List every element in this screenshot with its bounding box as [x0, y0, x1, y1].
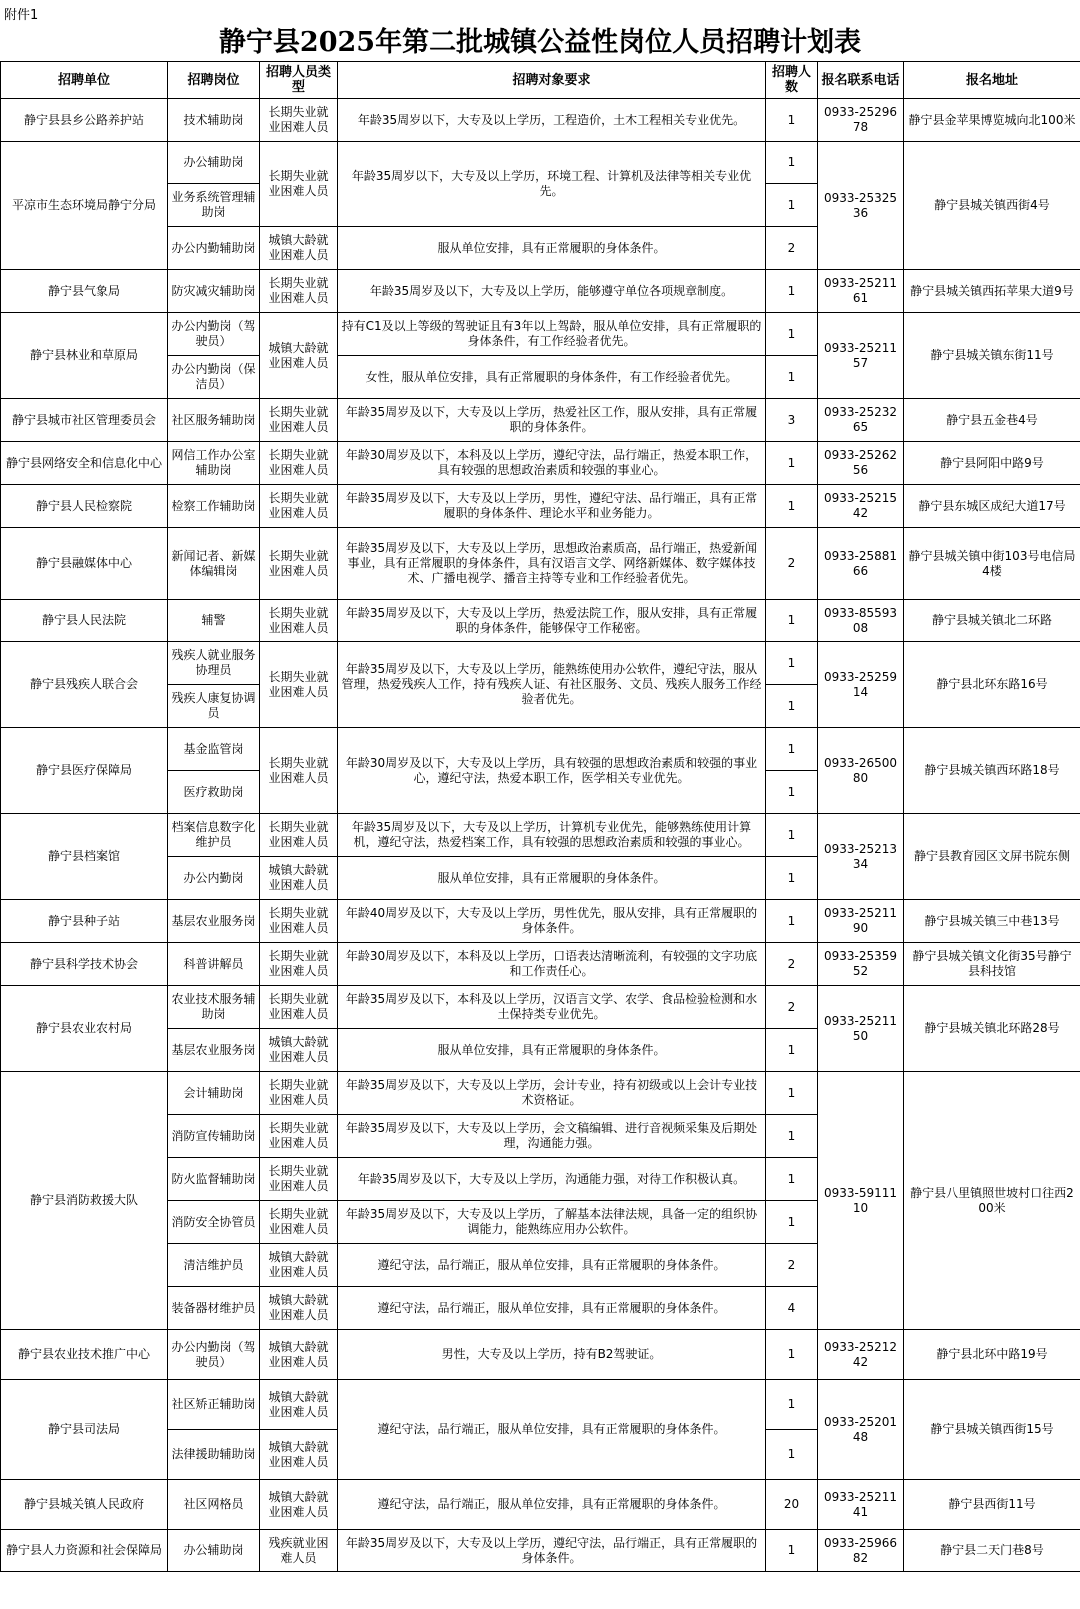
address-cell: 静宁县西街11号 — [904, 1480, 1080, 1530]
position-cell: 办公内勤岗（驾驶员） — [168, 313, 260, 356]
address-cell: 静宁县阿阳中路9号 — [904, 442, 1080, 485]
count-cell: 1 — [766, 771, 818, 814]
address-cell: 静宁县城关镇西街4号 — [904, 142, 1080, 270]
header-phone: 报名联系电话 — [818, 62, 904, 99]
unit-cell: 静宁县农业农村局 — [1, 986, 168, 1072]
count-cell: 1 — [766, 1530, 818, 1572]
table-row — [1, 642, 1080, 685]
count-cell: 1 — [766, 1380, 818, 1430]
position-cell: 辅警 — [168, 600, 260, 642]
address-cell: 静宁县二天门巷8号 — [904, 1530, 1080, 1572]
count-cell: 1 — [766, 685, 818, 728]
table-row — [1, 728, 1080, 771]
position-cell: 办公辅助岗 — [168, 1530, 260, 1572]
header-type: 招聘人员类型 — [260, 62, 338, 99]
requirement-cell: 遵纪守法，品行端正，服从单位安排，具有正常履职的身体条件。 — [338, 1287, 766, 1330]
unit-cell: 静宁县档案馆 — [1, 814, 168, 900]
count-cell: 1 — [766, 313, 818, 356]
type-cell: 长期失业就业困难人员 — [260, 399, 338, 442]
position-cell: 网信工作办公室辅助岗 — [168, 442, 260, 485]
requirement-cell: 年龄35周岁及以下，大专及以上学历，沟通能力强，对待工作积极认真。 — [338, 1158, 766, 1201]
position-cell: 办公内勤岗（保洁员） — [168, 356, 260, 399]
position-cell: 办公辅助岗 — [168, 142, 260, 184]
position-cell: 医疗救助岗 — [168, 771, 260, 814]
type-cell: 长期失业就业困难人员 — [260, 986, 338, 1029]
type-cell: 城镇大龄就业困难人员 — [260, 857, 338, 900]
table-row — [1, 900, 1080, 943]
table-row — [1, 485, 1080, 528]
address-cell: 静宁县北环中路19号 — [904, 1330, 1080, 1380]
count-cell: 2 — [766, 943, 818, 986]
requirement-cell: 年龄30周岁及以下，本科及以上学历，口语表达清晰流利，有较强的文字功底和工作责任心。 — [338, 943, 766, 986]
recruitment-table — [0, 61, 1080, 1572]
type-cell: 长期失业就业困难人员 — [260, 1072, 338, 1115]
table-row — [1, 528, 1080, 600]
requirement-cell: 持有C1及以上等级的驾驶证且有3年以上驾龄，服从单位安排，具有正常履职的身体条件，有工作经验者优先。 — [338, 313, 766, 356]
position-cell: 办公内勤辅助岗 — [168, 227, 260, 270]
position-cell: 技术辅助岗 — [168, 99, 260, 142]
requirement-cell: 年龄35周岁以下，大专及以上学历，环境工程、计算机及法律等相关专业优先。 — [338, 142, 766, 227]
count-cell: 1 — [766, 485, 818, 528]
count-cell: 1 — [766, 1158, 818, 1201]
count-cell: 3 — [766, 399, 818, 442]
count-cell: 1 — [766, 728, 818, 771]
unit-cell: 平凉市生态环境局静宁分局 — [1, 142, 168, 270]
phone-cell: 0933-2521150 — [818, 986, 904, 1072]
count-cell: 1 — [766, 1430, 818, 1480]
unit-cell: 静宁县林业和草原局 — [1, 313, 168, 399]
type-cell: 长期失业就业困难人员 — [260, 1115, 338, 1158]
position-cell: 基金监管岗 — [168, 728, 260, 771]
type-cell: 长期失业就业困难人员 — [260, 1158, 338, 1201]
attachment-label: 附件1 — [4, 8, 39, 23]
type-cell: 长期失业就业困难人员 — [260, 600, 338, 642]
position-cell: 科普讲解员 — [168, 943, 260, 986]
requirement-cell: 年龄35周岁及以下，大专及以上学历，了解基本法律法规，具备一定的组织协调能力，能熟练应用办公软件。 — [338, 1201, 766, 1244]
position-cell: 残疾人康复协调员 — [168, 685, 260, 728]
unit-cell: 静宁县种子站 — [1, 900, 168, 943]
position-cell: 残疾人就业服务协理员 — [168, 642, 260, 685]
phone-cell: 0933-2521161 — [818, 270, 904, 313]
unit-cell: 静宁县司法局 — [1, 1380, 168, 1480]
phone-cell: 0933-2521542 — [818, 485, 904, 528]
type-cell: 城镇大龄就业困难人员 — [260, 1430, 338, 1480]
table-row — [1, 986, 1080, 1029]
position-cell: 防灾减灾辅助岗 — [168, 270, 260, 313]
position-cell: 装备器材维护员 — [168, 1287, 260, 1330]
count-cell: 2 — [766, 528, 818, 600]
type-cell: 长期失业就业困难人员 — [260, 642, 338, 728]
header-requirement: 招聘对象要求 — [338, 62, 766, 99]
phone-cell: 0933-2596682 — [818, 1530, 904, 1572]
phone-cell: 0933-8559308 — [818, 600, 904, 642]
address-cell: 静宁县城关镇三中巷13号 — [904, 900, 1080, 943]
unit-cell: 静宁县科学技术协会 — [1, 943, 168, 986]
phone-cell: 0933-2521242 — [818, 1330, 904, 1380]
phone-cell: 0933-2526256 — [818, 442, 904, 485]
phone-cell: 0933-2521190 — [818, 900, 904, 943]
type-cell: 长期失业就业困难人员 — [260, 900, 338, 943]
position-cell: 业务系统管理辅助岗 — [168, 184, 260, 227]
type-cell: 长期失业就业困难人员 — [260, 814, 338, 857]
position-cell: 新闻记者、新媒体编辑岗 — [168, 528, 260, 600]
requirement-cell: 年龄30周岁及以下，大专及以上学历，具有较强的思想政治素质和较强的事业心，遵纪守法，热爱本职工作，医学相关专业优先。 — [338, 728, 766, 814]
phone-cell: 0933-2650080 — [818, 728, 904, 814]
count-cell: 1 — [766, 600, 818, 642]
phone-cell: 0933-2521141 — [818, 1480, 904, 1530]
type-cell: 城镇大龄就业困难人员 — [260, 1480, 338, 1530]
phone-cell: 0933-2525914 — [818, 642, 904, 728]
position-cell: 消防安全协管员 — [168, 1201, 260, 1244]
type-cell: 城镇大龄就业困难人员 — [260, 1330, 338, 1380]
position-cell: 基层农业服务岗 — [168, 900, 260, 943]
position-cell: 办公内勤岗 — [168, 857, 260, 900]
count-cell: 1 — [766, 900, 818, 943]
page-title: 静宁县2025年第二批城镇公益性岗位人员招聘计划表 — [218, 27, 862, 58]
requirement-cell: 年龄35周岁及以下，大专及以上学历，思想政治素质高，品行端正，热爱新闻事业，具有正常履职的身体条件，具有汉语言文学、网络新媒体、数字媒体技术、广播电视学、播音主持等专业和工作经验者优先。 — [338, 528, 766, 600]
phone-cell: 0933-2535952 — [818, 943, 904, 986]
requirement-cell: 年龄35周岁及以下，大专及以上学历，热爱社区工作，服从安排，具有正常履职的身体条件。 — [338, 399, 766, 442]
position-cell: 检察工作辅助岗 — [168, 485, 260, 528]
address-cell: 静宁县城关镇西街15号 — [904, 1380, 1080, 1480]
type-cell: 残疾就业困难人员 — [260, 1530, 338, 1572]
phone-cell: 0933-2521334 — [818, 814, 904, 900]
requirement-cell: 年龄35周岁及以下，大专及以上学历，遵纪守法，品行端正，具有正常履职的身体条件。 — [338, 1530, 766, 1572]
position-cell: 社区服务辅助岗 — [168, 399, 260, 442]
requirement-cell: 遵纪守法，品行端正，服从单位安排，具有正常履职的身体条件。 — [338, 1244, 766, 1287]
count-cell: 1 — [766, 142, 818, 184]
unit-cell: 静宁县人民检察院 — [1, 485, 168, 528]
address-cell: 静宁县金苹果博览城向北100米 — [904, 99, 1080, 142]
count-cell: 1 — [766, 642, 818, 685]
count-cell: 1 — [766, 814, 818, 857]
type-cell: 城镇大龄就业困难人员 — [260, 1244, 338, 1287]
count-cell: 1 — [766, 1072, 818, 1115]
type-cell: 长期失业就业困难人员 — [260, 728, 338, 814]
position-cell: 基层农业服务岗 — [168, 1029, 260, 1072]
type-cell: 城镇大龄就业困难人员 — [260, 1287, 338, 1330]
table-row — [1, 814, 1080, 857]
address-cell: 静宁县城关镇西环路18号 — [904, 728, 1080, 814]
requirement-cell: 服从单位安排，具有正常履职的身体条件。 — [338, 1029, 766, 1072]
requirement-cell: 年龄35周岁及以下，大专及以上学历，能够遵守单位各项规章制度。 — [338, 270, 766, 313]
table-row — [1, 943, 1080, 986]
table-row — [1, 1330, 1080, 1380]
unit-cell: 静宁县融媒体中心 — [1, 528, 168, 600]
requirement-cell: 服从单位安排，具有正常履职的身体条件。 — [338, 857, 766, 900]
unit-cell: 静宁县人民法院 — [1, 600, 168, 642]
unit-cell: 静宁县医疗保障局 — [1, 728, 168, 814]
type-cell: 城镇大龄就业困难人员 — [260, 1380, 338, 1430]
requirement-cell: 男性，大专及以上学历，持有B2驾驶证。 — [338, 1330, 766, 1380]
address-cell: 静宁县城关镇东街11号 — [904, 313, 1080, 399]
unit-cell: 静宁县气象局 — [1, 270, 168, 313]
type-cell: 长期失业就业困难人员 — [260, 1201, 338, 1244]
address-cell: 静宁县东城区成纪大道17号 — [904, 485, 1080, 528]
unit-cell: 静宁县农业技术推广中心 — [1, 1330, 168, 1380]
address-cell: 静宁县北环东路16号 — [904, 642, 1080, 728]
unit-cell: 静宁县人力资源和社会保障局 — [1, 1530, 168, 1572]
position-cell: 消防宣传辅助岗 — [168, 1115, 260, 1158]
requirement-cell: 女性，服从单位安排，具有正常履职的身体条件，有工作经验者优先。 — [338, 356, 766, 399]
requirement-cell: 年龄35周岁及以下，大专及以上学历，热爱法院工作，服从安排，具有正常履职的身体条件，能够保守工作秘密。 — [338, 600, 766, 642]
position-cell: 社区矫正辅助岗 — [168, 1380, 260, 1430]
count-cell: 2 — [766, 1244, 818, 1287]
phone-cell: 0933-2521157 — [818, 313, 904, 399]
type-cell: 长期失业就业困难人员 — [260, 99, 338, 142]
count-cell: 1 — [766, 442, 818, 485]
count-cell: 20 — [766, 1480, 818, 1530]
count-cell: 1 — [766, 99, 818, 142]
address-cell: 静宁县城关镇中街103号电信局4楼 — [904, 528, 1080, 600]
table-row — [1, 313, 1080, 356]
type-cell: 长期失业就业困难人员 — [260, 485, 338, 528]
position-cell: 档案信息数字化维护员 — [168, 814, 260, 857]
table-row — [1, 1072, 1080, 1115]
type-cell: 城镇大龄就业困难人员 — [260, 313, 338, 399]
requirement-cell: 遵纪守法，品行端正，服从单位安排，具有正常履职的身体条件。 — [338, 1480, 766, 1530]
phone-cell: 0933-2532536 — [818, 142, 904, 270]
count-cell: 1 — [766, 857, 818, 900]
header-position: 招聘岗位 — [168, 62, 260, 99]
table-row — [1, 600, 1080, 642]
count-cell: 4 — [766, 1287, 818, 1330]
address-cell: 静宁县城关镇北环路28号 — [904, 986, 1080, 1072]
type-cell: 长期失业就业困难人员 — [260, 442, 338, 485]
table-row — [1, 142, 1080, 184]
type-cell: 长期失业就业困难人员 — [260, 943, 338, 986]
type-cell: 长期失业就业困难人员 — [260, 528, 338, 600]
table-row — [1, 1480, 1080, 1530]
type-cell: 长期失业就业困难人员 — [260, 270, 338, 313]
requirement-cell: 年龄30周岁及以下，本科及以上学历，遵纪守法，品行端正，热爱本职工作，具有较强的思想政治素质和较强的事业心。 — [338, 442, 766, 485]
unit-cell: 静宁县县乡公路养护站 — [1, 99, 168, 142]
requirement-cell: 年龄35周岁及以下，大专及以上学历，会文稿编辑、进行音视频采集及后期处理，沟通能力强。 — [338, 1115, 766, 1158]
table-row — [1, 270, 1080, 313]
table-row — [1, 1530, 1080, 1572]
position-cell: 办公内勤岗（驾驶员） — [168, 1330, 260, 1380]
address-cell: 静宁县教育园区文屏书院东侧 — [904, 814, 1080, 900]
address-cell: 静宁县八里镇照世坡村口往西200米 — [904, 1072, 1080, 1330]
type-cell: 城镇大龄就业困难人员 — [260, 227, 338, 270]
header-count: 招聘人数 — [766, 62, 818, 99]
phone-cell: 0933-2520148 — [818, 1380, 904, 1480]
requirement-cell: 年龄35周岁及以下，大专及以上学历，男性，遵纪守法、品行端正，具有正常履职的身体条件、理论水平和业务能力。 — [338, 485, 766, 528]
position-cell: 法律援助辅助岗 — [168, 1430, 260, 1480]
unit-cell: 静宁县网络安全和信息化中心 — [1, 442, 168, 485]
position-cell: 社区网格员 — [168, 1480, 260, 1530]
requirement-cell: 年龄35周岁及以下，大专及以上学历，计算机专业优先，能够熟练使用计算机，遵纪守法，热爱档案工作，具有较强的思想政治素质和较强的事业心。 — [338, 814, 766, 857]
position-cell: 清洁维护员 — [168, 1244, 260, 1287]
table-row — [1, 99, 1080, 142]
requirement-cell: 年龄35周岁及以下，大专及以上学历，能熟练使用办公软件，遵纪守法，服从管理，热爱残疾人工作，持有残疾人证、有社区服务、文员、残疾人服务工作经验者优先。 — [338, 642, 766, 728]
address-cell: 静宁县城关镇西拓苹果大道9号 — [904, 270, 1080, 313]
count-cell: 1 — [766, 184, 818, 227]
requirement-cell: 遵纪守法，品行端正，服从单位安排，具有正常履职的身体条件。 — [338, 1380, 766, 1480]
phone-cell: 0933-2529678 — [818, 99, 904, 142]
phone-cell: 0933-5911110 — [818, 1072, 904, 1330]
phone-cell: 0933-2588166 — [818, 528, 904, 600]
requirement-cell: 服从单位安排，具有正常履职的身体条件。 — [338, 227, 766, 270]
requirement-cell: 年龄35周岁以下，大专及以上学历，工程造价，土木工程相关专业优先。 — [338, 99, 766, 142]
header-unit: 招聘单位 — [1, 62, 168, 99]
count-cell: 1 — [766, 1115, 818, 1158]
requirement-cell: 年龄35周岁及以下，大专及以上学历，会计专业，持有初级或以上会计专业技术资格证。 — [338, 1072, 766, 1115]
header-address: 报名地址 — [904, 62, 1080, 99]
count-cell: 1 — [766, 1029, 818, 1072]
header-row — [1, 62, 1080, 99]
unit-cell: 静宁县城市社区管理委员会 — [1, 399, 168, 442]
type-cell: 城镇大龄就业困难人员 — [260, 1029, 338, 1072]
count-cell: 1 — [766, 356, 818, 399]
requirement-cell: 年龄35周岁及以下，本科及以上学历，汉语言文学、农学、食品检验检测和水土保持类专业优先。 — [338, 986, 766, 1029]
requirement-cell: 年龄40周岁及以下，大专及以上学历，男性优先，服从安排，具有正常履职的身体条件。 — [338, 900, 766, 943]
address-cell: 静宁县五金巷4号 — [904, 399, 1080, 442]
count-cell: 2 — [766, 227, 818, 270]
table-row — [1, 1380, 1080, 1430]
count-cell: 1 — [766, 1201, 818, 1244]
count-cell: 1 — [766, 270, 818, 313]
table-row — [1, 442, 1080, 485]
table-row — [1, 399, 1080, 442]
phone-cell: 0933-2523265 — [818, 399, 904, 442]
position-cell: 防火监督辅助岗 — [168, 1158, 260, 1201]
unit-cell: 静宁县城关镇人民政府 — [1, 1480, 168, 1530]
address-cell: 静宁县城关镇北二环路 — [904, 600, 1080, 642]
count-cell: 1 — [766, 1330, 818, 1380]
type-cell: 长期失业就业困难人员 — [260, 142, 338, 227]
unit-cell: 静宁县消防救援大队 — [1, 1072, 168, 1330]
position-cell: 会计辅助岗 — [168, 1072, 260, 1115]
unit-cell: 静宁县残疾人联合会 — [1, 642, 168, 728]
address-cell: 静宁县城关镇文化街35号静宁县科技馆 — [904, 943, 1080, 986]
count-cell: 2 — [766, 986, 818, 1029]
position-cell: 农业技术服务辅助岗 — [168, 986, 260, 1029]
